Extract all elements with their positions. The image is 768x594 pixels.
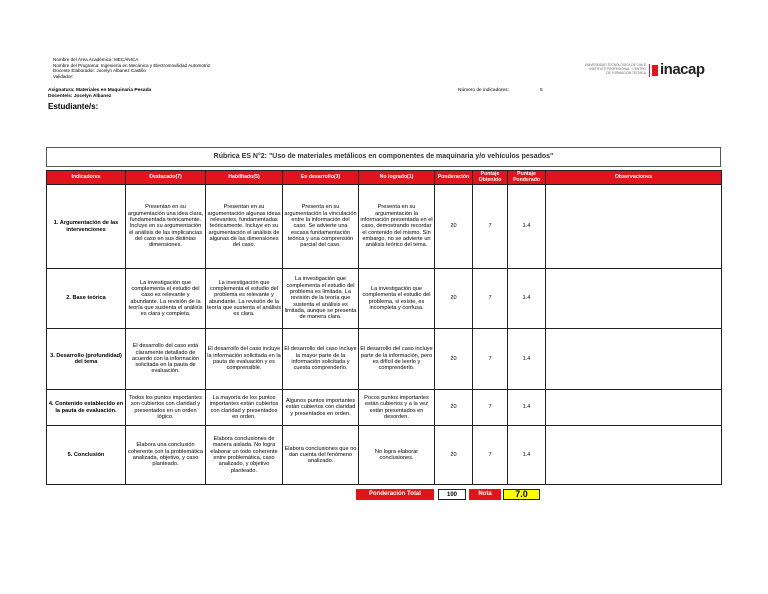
total-weight-value: 100 — [438, 489, 466, 500]
grade-value: 7.0 — [503, 489, 540, 500]
col-header: Habilitado(5) — [206, 171, 283, 185]
area-line: Nombre del Área Académica: MECÁNICA — [53, 57, 139, 62]
weight-cell: 20 — [435, 185, 473, 269]
student-label: Estudiante/s: — [48, 102, 99, 111]
observations-cell[interactable] — [546, 390, 722, 426]
rubric-table — [46, 170, 722, 485]
level-cell: Presentan en su argumentación algunas ideas relevantes, fundamentadas teóricamente. Incluye en su argumentación el análisis de algunas de las dimensiones del caso. — [206, 185, 283, 269]
logo-subtitle: UNIVERSIDAD TECNOLÓGICA DE CHILE · INSTITUTO PROFESIONAL · CENTRO DE FORMACIÓN TÉCNICA — [584, 63, 646, 75]
col-header: No logrado(1) — [359, 171, 435, 185]
level-cell: La investigación que complementa el estudio del problema, si existe, es incompleta y confusa. — [359, 269, 435, 329]
level-cell: No logra elaborar conclusiones. — [359, 426, 435, 485]
rubric-title: Rúbrica ES N°2: "Uso de materiales metálicos en componentes de maquinaria y/o vehículos pesados" — [46, 147, 721, 167]
score-cell: 7 — [473, 269, 508, 329]
weighted-score-cell: 1.4 — [508, 329, 546, 390]
inacap-logo — [584, 61, 705, 80]
col-header: Destacado(7) — [126, 171, 206, 185]
course-name: Asignatura: Materiales en Maquinaria Pesada — [48, 88, 152, 93]
weighted-score-cell: 1.4 — [508, 269, 546, 329]
weight-cell: 20 — [435, 329, 473, 390]
level-cell: El desarrollo del caso está claramente detallado de acuerdo con la información solicitada en la pauta de evaluación. — [126, 329, 206, 390]
col-header: Indicadores — [47, 171, 126, 185]
rubric-header-row — [47, 171, 722, 185]
weight-cell: 20 — [435, 269, 473, 329]
header-info — [53, 57, 210, 79]
score-cell: 7 — [473, 426, 508, 485]
level-cell: Presenta en su argumentación la información presentada en el caso, demostrando recordar el contenido del mismo. Sin embargo, no se advierte un análisis teórico del tema. — [359, 185, 435, 269]
score-cell: 7 — [473, 329, 508, 390]
level-cell: La mayoría de los puntos importantes están cubiertos con claridad y presentados en orden. — [206, 390, 283, 426]
validator-line: Validador: — [53, 73, 74, 79]
score-cell: 7 — [473, 185, 508, 269]
weight-cell: 20 — [435, 426, 473, 485]
col-header: Puntaje Ponderado — [508, 171, 546, 185]
indicator-cell: 5. Conclusión — [47, 426, 126, 485]
observations-cell[interactable] — [546, 426, 722, 485]
logo-mark-icon — [652, 65, 658, 76]
indicator-cell: 4. Contenido establecido en la pauta de evaluación. — [47, 390, 126, 426]
table-row — [47, 269, 722, 329]
indicator-count-value: 5 — [540, 88, 543, 93]
table-row — [47, 426, 722, 485]
author-line: Docente Elaborador: Jocelyn Albanez Castillo — [53, 68, 146, 74]
level-cell: Elabora conclusiones de manera aislada. No logra elaborar un todo coherente entre problemática, caso analizado, y objetivo planteado. — [206, 426, 283, 485]
indicator-cell: 2. Base teórica — [47, 269, 126, 329]
program-line: Nombre del Programa: Ingeniería en Mecánica y Electromovilidad Automotriz — [53, 62, 211, 68]
table-row — [47, 185, 722, 269]
level-cell: Algunos puntos importantes están cubiertos con claridad y presentados en orden. — [283, 390, 359, 426]
observations-cell[interactable] — [546, 185, 722, 269]
weight-cell: 20 — [435, 390, 473, 426]
col-header: En desarrollo(3) — [283, 171, 359, 185]
level-cell: El desarrollo del caso incluye parte de la información, pero es difícil de leerlo y comprenderlo. — [359, 329, 435, 390]
grade-label: Nota — [469, 489, 501, 500]
col-header: Puntaje Obtenido — [473, 171, 508, 185]
total-weight-label: Ponderación Total — [356, 489, 434, 500]
col-header: Ponderación — [435, 171, 473, 185]
level-cell: La investigación que complementa el estudio del problema es relevante y abundante. La revisión de la teoría que sustenta el análisis es clara. — [206, 269, 283, 329]
table-row — [47, 329, 722, 390]
level-cell: La investigación que complementa el estudio del problema es limitada. La revisión de la teoría que sustenta el análisis es limitada, aunque se presenta de manera clara. — [283, 269, 359, 329]
logo-wordmark: inacap — [660, 61, 705, 78]
indicator-cell: 1. Argumentación de las intervenciones — [47, 185, 126, 269]
level-cell: El desarrollo del caso incluye la mayor parte de la información solicitada y cuesta comprenderlo. — [283, 329, 359, 390]
col-header: Observaciones — [546, 171, 722, 185]
level-cell: Todos los puntos importantes son cubiertos con claridad y presentados en un orden lógico. — [126, 390, 206, 426]
level-cell: Presentan en su argumentación una idea clara, fundamentada teóricamente. Incluye en su argumentación el análisis de las implicancias del caso en sus distintas dimensiones. — [126, 185, 206, 269]
course-info — [48, 88, 151, 100]
logo-divider — [649, 64, 650, 77]
score-cell: 7 — [473, 390, 508, 426]
level-cell: La investigación que complementa el estudio del caso es relevante y abundante. La revisión de la teoría que sustenta el análisis es clara y completa. — [126, 269, 206, 329]
indicator-count-label: Número de indicadores: — [458, 88, 509, 93]
table-row — [47, 390, 722, 426]
level-cell: Pocos puntos importantes están cubiertos y a la vez están presentados en desorden. — [359, 390, 435, 426]
level-cell: El desarrollo del caso incluye la información solicitada en la pauta de evaluación y es comprensible. — [206, 329, 283, 390]
indicator-cell: 3. Desarrollo (profundidad) del tema — [47, 329, 126, 390]
observations-cell[interactable] — [546, 329, 722, 390]
level-cell: Presenta en su argumentación la vinculación entre la información del caso. Se advierte una escasa fundamentación teórica y una comprensión parcial del caso. — [283, 185, 359, 269]
weighted-score-cell: 1.4 — [508, 185, 546, 269]
level-cell: Elabora una conclusión coherente con la problemática analizada, objetivo, y caso planteado. — [126, 426, 206, 485]
teacher-name: Docente/s: Jocelyn Albanez — [48, 94, 112, 99]
observations-cell[interactable] — [546, 269, 722, 329]
weighted-score-cell: 1.4 — [508, 426, 546, 485]
level-cell: Elabora conclusiones que no dan cuenta del fenómeno analizado. — [283, 426, 359, 485]
weighted-score-cell: 1.4 — [508, 390, 546, 426]
